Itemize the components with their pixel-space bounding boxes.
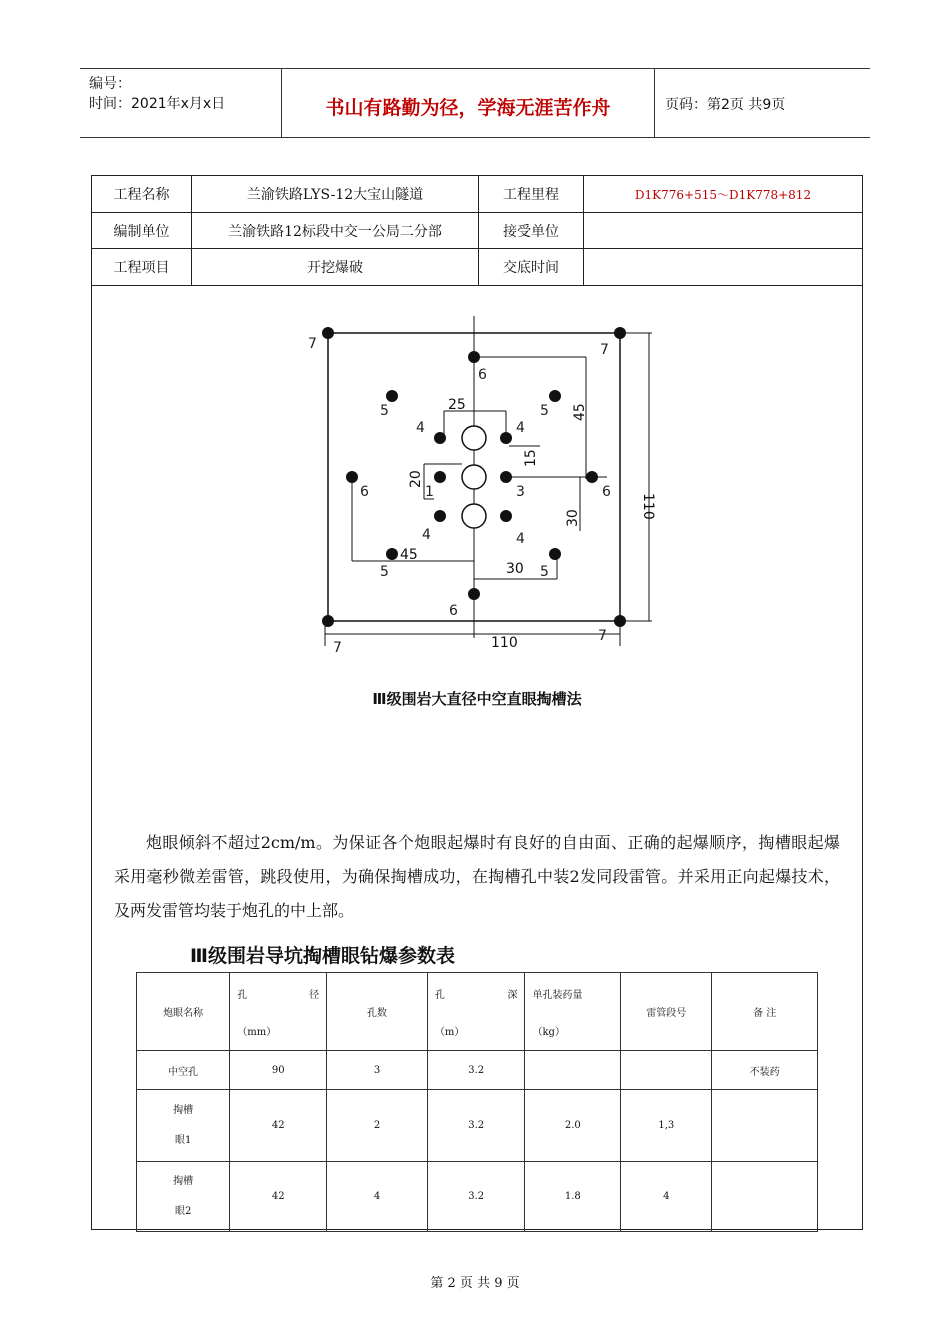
table-row (137, 1162, 818, 1232)
table-row (137, 1051, 818, 1090)
blast-hole (500, 510, 512, 522)
header-detonator: 雷管段号 (621, 973, 712, 1051)
cell-depth: 3.2 (427, 1090, 525, 1162)
header-charge-label: 单孔装药量 (532, 989, 583, 1001)
cell-note (712, 1162, 818, 1232)
info-row-3 (92, 249, 862, 286)
blast-hole (434, 432, 446, 444)
doc-code: 编号： (89, 76, 131, 92)
blast-hole-diagram (292, 316, 672, 661)
body-paragraph: 炮眼倾斜不超过2cm/m。为保证各个炮眼起爆时有良好的自由面、正确的起爆顺序，掏槽眼起爆采用毫秒微差雷管，跳段使用，为确保掏槽成功，在掏槽孔中装2发同段雷管。并采用正向起爆技术，及两发雷管均装于炮孔的中上部。 (114, 833, 840, 920)
hole-label: 6 (478, 367, 487, 383)
header-hole-name: 炮眼名称 (137, 973, 230, 1051)
header-diameter-unit: （mm） (237, 1026, 277, 1038)
blast-hole (500, 471, 512, 483)
table-title: Ⅲ级围岩导坑掏槽眼钻爆参数表 (190, 945, 455, 967)
blast-hole (386, 390, 398, 402)
project-name-label: 工程名称 (92, 176, 192, 212)
project-name-value: 兰渝铁路LYS-12大宝山隧道 (192, 176, 479, 212)
blast-hole (586, 471, 598, 483)
cell-depth: 3.2 (427, 1162, 525, 1232)
cell-name (137, 1162, 230, 1232)
hole-label: 6 (449, 603, 458, 619)
hole-label: 7 (308, 336, 317, 352)
hole-label: 5 (380, 403, 389, 419)
blast-hole (549, 548, 561, 560)
cell-depth: 3.2 (427, 1051, 525, 1090)
cell-name-text: 掏槽眼1 (173, 1104, 194, 1146)
hole-label: 5 (540, 564, 549, 580)
blast-hole (322, 615, 334, 627)
blast-hole (434, 471, 446, 483)
blast-hole (614, 327, 626, 339)
item-value: 开挖爆破 (192, 249, 479, 285)
blast-hole (434, 510, 446, 522)
header-page-number: 页码：第2页 共9页 (665, 97, 786, 113)
header-depth-b: 深 (507, 989, 518, 1001)
dim-110-horizontal: 110 (491, 635, 518, 651)
blast-hole (500, 432, 512, 444)
cell-note (712, 1090, 818, 1162)
cell-count: 2 (327, 1090, 428, 1162)
cell-detonator: 4 (621, 1162, 712, 1232)
blast-hole (614, 615, 626, 627)
blast-hole (468, 588, 480, 600)
cell-diameter: 42 (230, 1162, 327, 1232)
dim-25: 25 (448, 397, 466, 413)
cell-note: 不装药 (712, 1051, 818, 1090)
blast-hole (549, 390, 561, 402)
cell-detonator (621, 1051, 712, 1090)
dim-45-vertical: 45 (572, 403, 588, 421)
mileage-value: D1K776+515～D1K778+812 (634, 187, 812, 202)
dim-45-horizontal: 45 (400, 547, 418, 563)
cell-charge: 2.0 (525, 1090, 621, 1162)
dim-30-horizontal: 30 (506, 561, 524, 577)
hole-label: 7 (600, 342, 609, 358)
blast-hole (386, 548, 398, 560)
empty-hole (462, 504, 486, 528)
dim-15: 15 (523, 449, 539, 467)
hole-label: 6 (360, 484, 369, 500)
motto: 书山有路勤为径，学海无涯苦作舟 (325, 97, 611, 119)
hole-label: 4 (422, 527, 431, 543)
info-row-2 (92, 213, 862, 249)
receiver-label: 接受单位 (479, 213, 584, 248)
header-diameter-a: 孔 (237, 989, 248, 1001)
header-diameter (230, 973, 327, 1051)
cell-diameter: 90 (230, 1051, 327, 1090)
blast-parameter-table (136, 972, 818, 1232)
cell-count: 3 (327, 1051, 428, 1090)
dim-30-vertical: 30 (565, 509, 581, 527)
header-note: 备 注 (712, 973, 818, 1051)
header-depth-unit: （m） (434, 1026, 465, 1038)
empty-hole (462, 465, 486, 489)
diagram-caption: Ⅲ级围岩大直径中空直眼掏槽法 (372, 690, 582, 708)
hole-label: 6 (602, 484, 611, 500)
hole-label: 7 (333, 640, 342, 656)
hole-label: 3 (516, 484, 525, 500)
cell-name: 中空孔 (137, 1051, 230, 1090)
cell-count: 4 (327, 1162, 428, 1232)
cell-charge: 1.8 (525, 1162, 621, 1232)
editor-label: 编制单位 (92, 213, 192, 248)
empty-hole (462, 426, 486, 450)
table-header-row (137, 973, 818, 1051)
doc-date: 时间：2021年x月x日 (89, 96, 226, 112)
header-charge-unit: （kg） (532, 1026, 565, 1038)
time-value (584, 249, 862, 285)
cell-name (137, 1090, 230, 1162)
blast-hole (322, 327, 334, 339)
receiver-value (584, 213, 862, 248)
hole-label: 5 (540, 403, 549, 419)
header-charge (525, 973, 621, 1051)
hole-label: 5 (380, 564, 389, 580)
header-motto-cell (282, 69, 655, 137)
header-meta (80, 69, 282, 137)
cell-name-text: 掏槽眼2 (173, 1175, 194, 1217)
dim-110-vertical: 110 (640, 493, 656, 520)
editor-value: 兰渝铁路12标段中交一公局二分部 (192, 213, 479, 248)
header-depth-a: 孔 (434, 989, 445, 1001)
info-row-1 (92, 176, 862, 213)
dim-20: 20 (408, 470, 424, 488)
hole-label: 4 (516, 420, 525, 436)
time-label: 交底时间 (479, 249, 584, 285)
mileage-label: 工程里程 (479, 176, 584, 212)
disclosure-form (91, 175, 863, 1230)
table-row (137, 1090, 818, 1162)
cell-charge (525, 1051, 621, 1090)
header-depth (427, 973, 525, 1051)
hole-label: 4 (516, 531, 525, 547)
header-diameter-b: 径 (309, 989, 320, 1001)
blast-hole (468, 351, 480, 363)
page-header (80, 68, 870, 138)
header-count: 孔数 (327, 973, 428, 1051)
cell-diameter: 42 (230, 1090, 327, 1162)
hole-label: 4 (416, 420, 425, 436)
hole-label: 7 (598, 628, 607, 644)
item-label: 工程项目 (92, 249, 192, 285)
hole-label: 1 (425, 484, 434, 500)
cell-detonator: 1,3 (621, 1090, 712, 1162)
page-footer: 第 2 页 共 9 页 (430, 1276, 520, 1291)
blast-hole (346, 471, 358, 483)
